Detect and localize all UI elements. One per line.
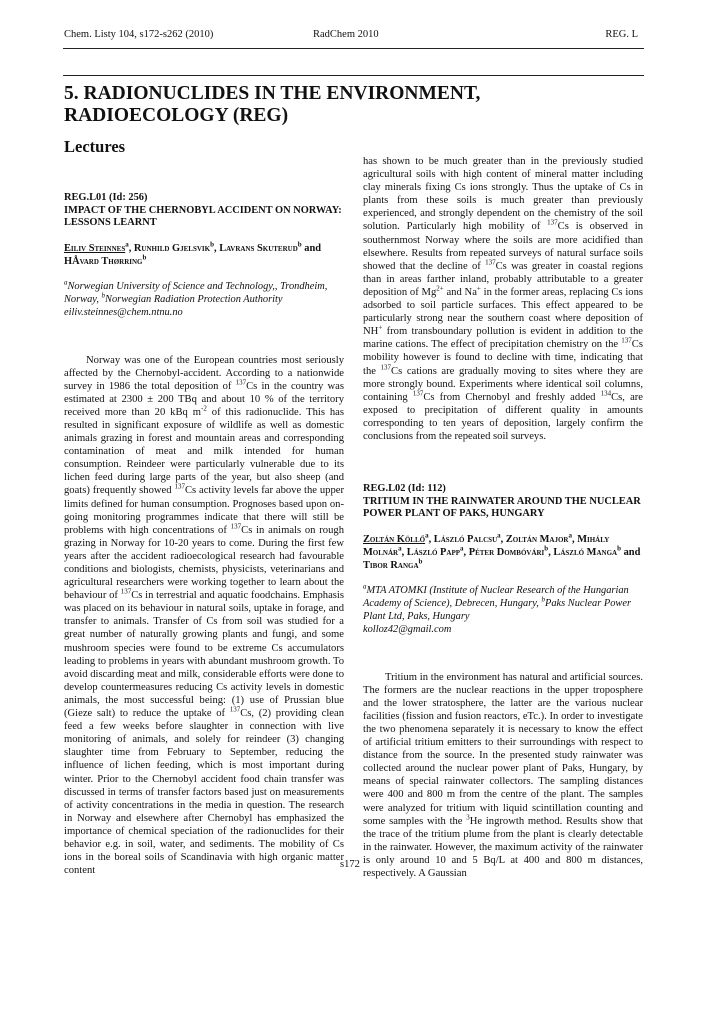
author-affil: b xyxy=(297,240,302,249)
author-email: kolloz42@gmail.com xyxy=(363,623,452,635)
article1-body-continued: has shown to be much greater than in the previously studied agricultural soils with high content of mineral matter including clay minerals fixing Cs ions strongly. Thus the uptake of Cs in plants from these soils is much greater than previously experienced, and strongly dependent on the chemistry of the soil solution. Particularly high mobility of $^{137}$Cs is observed in southernmost Norway where the soils are more acidified than elsewhere. Results from repeated surveys of natural surface soils showed that the decline of $^{137}$Cs was greater in coastal regions than in areas farther inland, probably attributable to a greater deposition of $Mg^{2+}$ and Na+ in the former areas, replacing Cs ions adsorbed to soil particle surfaces. This effect appeared to be particularly strong near the southern coast where deposition of NH+ from transboundary pollution is evident in addition to the marine cations. The effect of precipitation chemistry on the $^{137}$Cs mobility however is found to decline with time, indicating that the $^{137}$Cs cations are gradually moving to sites where they are more strongly bound. Experiments where identical soil columns, containing $^{137}$Cs from Chernobyl and freshly added $^{134}$Cs, are exposed to precipitation of different quality in amounts corresponding to ten years of deposition, largely confirm the conclusions from the repeated soil surveys. xyxy=(363,156,644,442)
article2-authors: Zoltán Köllő$^a$, László Palcsu$^a$, Zoltán Major$^a$, Mihály Molnár$^a$, László Papp$^a$, Péter Dombóvári$^b$, László Manga$^b$ and Tibor Ranga$^b$ xyxy=(363,531,641,571)
right-column xyxy=(363,155,643,880)
author-name: Zoltán Köllő xyxy=(363,533,426,545)
page-number: s172 xyxy=(340,859,360,870)
section-title xyxy=(64,83,644,127)
affil-marker: b xyxy=(541,595,546,604)
author-name: Péter Dombóvári xyxy=(468,546,545,558)
section-subtitle: Lectures xyxy=(64,137,126,156)
section-code: REG. L xyxy=(605,29,638,40)
affiliation-b: Norwegian Radiation Protection Authority xyxy=(105,293,283,305)
affil-marker: a xyxy=(64,278,68,287)
author-affil: b xyxy=(142,253,147,262)
affiliation-a: MTA ATOMKI (Institute of Nuclear Research of the Hungarian Academy of Science), Debrecen, Hungary, xyxy=(363,584,629,609)
author-name: Zoltán Major xyxy=(505,533,569,545)
article1-affiliations xyxy=(64,280,344,319)
author-name: Mihály Molnár xyxy=(363,533,610,558)
article2-affiliations xyxy=(363,584,643,636)
author-name: Tibor Ranga xyxy=(363,559,419,571)
section-rule xyxy=(63,75,644,76)
conference-name: RadChem 2010 xyxy=(313,29,379,40)
article1-body: Norway was one of the European countries most seriously affected by the Chernobyl-accident. According to a nationwide survey in 1986 the total deposition of $^{137}$Cs in the country was estimated at 2300 ± 200 TBq and about 10 % of the territory received more than 20 kBq $m^{-2}$ of this radionuclide. This has resulted in significant exposure of wildlife as well as domestic animals grazing in forest and mountain areas and corresponding contamination of meat and milk intended for human consumption. Reindeer were particularly vulnerable due to its lichen feed during large parts of the year, but also sheep (and goats) frequently showed $^{137}$Cs activity levels far above the upper limits defined for human consumption. Prognoses based upon on-going monitoring programmes indicate that there will still be problems with high concentrations of $^{137}$Cs in animals on rough grazing in Norway for 10-20 years to come. During the first few years after the accident radioecological research had favourable conditions and biologists, chemists, physicists, veterinarians and agricultural researchers were working together to learn about the behaviour of $^{137}$Cs in terrestrial and aquatic foodchains. Emphasis was placed on its behaviour in natural soils, uptake in forage, and transfer to animals. Transfer of Cs from soil was studied for a great number of naturally growing plants and fungi, and some mushroom species were found to be extreme Cs accumulators leading to problems in years with abundant mushroom growth. To avoid discarding meat and milk, considerable efforts were done to develop countermeasures reducing Cs activity levels in domestic animals, the most successful being: (1) use of Prussian blue (Gieze salt) to reduce the uptake of $^{137}$Cs, (2) providing clean feed a few weeks before slaughter in connection with live monitoring of animals, and solely for reindeer (3) changing slaughter time from February to September, reducing the influence of lichen feeding, which is most important during winter. Prior to the Chernobyl accident food chain transfer was discussed in terms of transfer factors based just on measurements of activity concentrations in the media in question. The research in Norway and elsewhere after Chernobyl has emphasized the importance of chemical speciation of the radionuclides for their behavior e.g. in soil, water, and sediments. The mobility of Cs ions in the boreal soils of Scandinavia with high organic matter content xyxy=(64,354,344,877)
article2-code: REG.L02 (Id: 112) xyxy=(363,483,446,495)
author-name: HÅvard Thørring xyxy=(64,255,143,267)
affil-marker: b xyxy=(101,291,106,300)
left-column xyxy=(64,192,344,877)
author-name: László Palcsu xyxy=(433,533,498,545)
journal-citation: Chem. Listy 104, s172-s262 (2010) xyxy=(64,29,214,40)
article1-title: IMPACT OF THE CHERNOBYL ACCIDENT ON NORWAY: LESSONS LEARNT xyxy=(64,204,342,228)
affiliation-a: Norwegian University of Science and Technology,, Trondheim, Norway, xyxy=(64,280,328,305)
header-rule xyxy=(63,48,644,49)
affiliation-b: Paks Nuclear Power Plant Ltd, Paks, Hungary xyxy=(363,597,632,622)
author-email: eiliv.steinnes@chem.ntnu.no xyxy=(64,306,183,318)
article1-authors: Eiliv Steinnes$^a$, Runhild Gjelsvik$^b$, Lavrans Skuterud$^b$ and HÅvard Thørring$^b$ xyxy=(64,240,322,267)
article2-title: TRITIUM IN THE RAINWATER AROUND THE NUCLEAR POWER PLANT OF PAKS, HUNGARY xyxy=(363,495,641,520)
author-affil: a xyxy=(125,240,129,249)
author-name: László Papp xyxy=(406,546,461,558)
section-title-line1: 5. RADIONUCLIDES IN THE ENVIRONMENT, xyxy=(64,83,481,104)
affil-marker: a xyxy=(363,582,367,591)
author-name: Lavrans Skuterud xyxy=(219,242,298,254)
section-title-line2: RADIOECOLOGY (REG) xyxy=(64,105,289,126)
article2-body: Tritium in the environment has natural and artificial sources. The formers are the nuclear reactions in the upper troposphere and the lower stratosphere, the latter are the various nuclear facilities (fission and fusion reactors, eTc.). In order to investigate the two phenomena separately it is necessary to know the effect of artificial tritium emitters to their surroundings with respect to distance from the source. In the presented study rainwater was collected around the nuclear power plant of Paks, Hungary, by means of special rainwater collectors. The sampling distances were 400 and 800 m from the centre of the plant. The samples were analyzed for tritium with liquid scintillation counting and some samples with the $^3$He ingrowth method. Results show that the trace of the tritium plume from the plant is clearly detectable in the rainwater. However, the maximum activity of the rainwater is only around 10 and 5 Bq/L at 400 and 800 m distances, respectively. A Gaussian xyxy=(363,671,643,879)
author-name: Runhild Gjelsvik xyxy=(133,242,211,254)
author-name: Eiliv Steinnes xyxy=(64,242,126,254)
article1-code: REG.L01 (Id: 256) xyxy=(64,192,148,203)
author-name: László Manga xyxy=(553,546,618,558)
author-affil: b xyxy=(210,240,214,249)
